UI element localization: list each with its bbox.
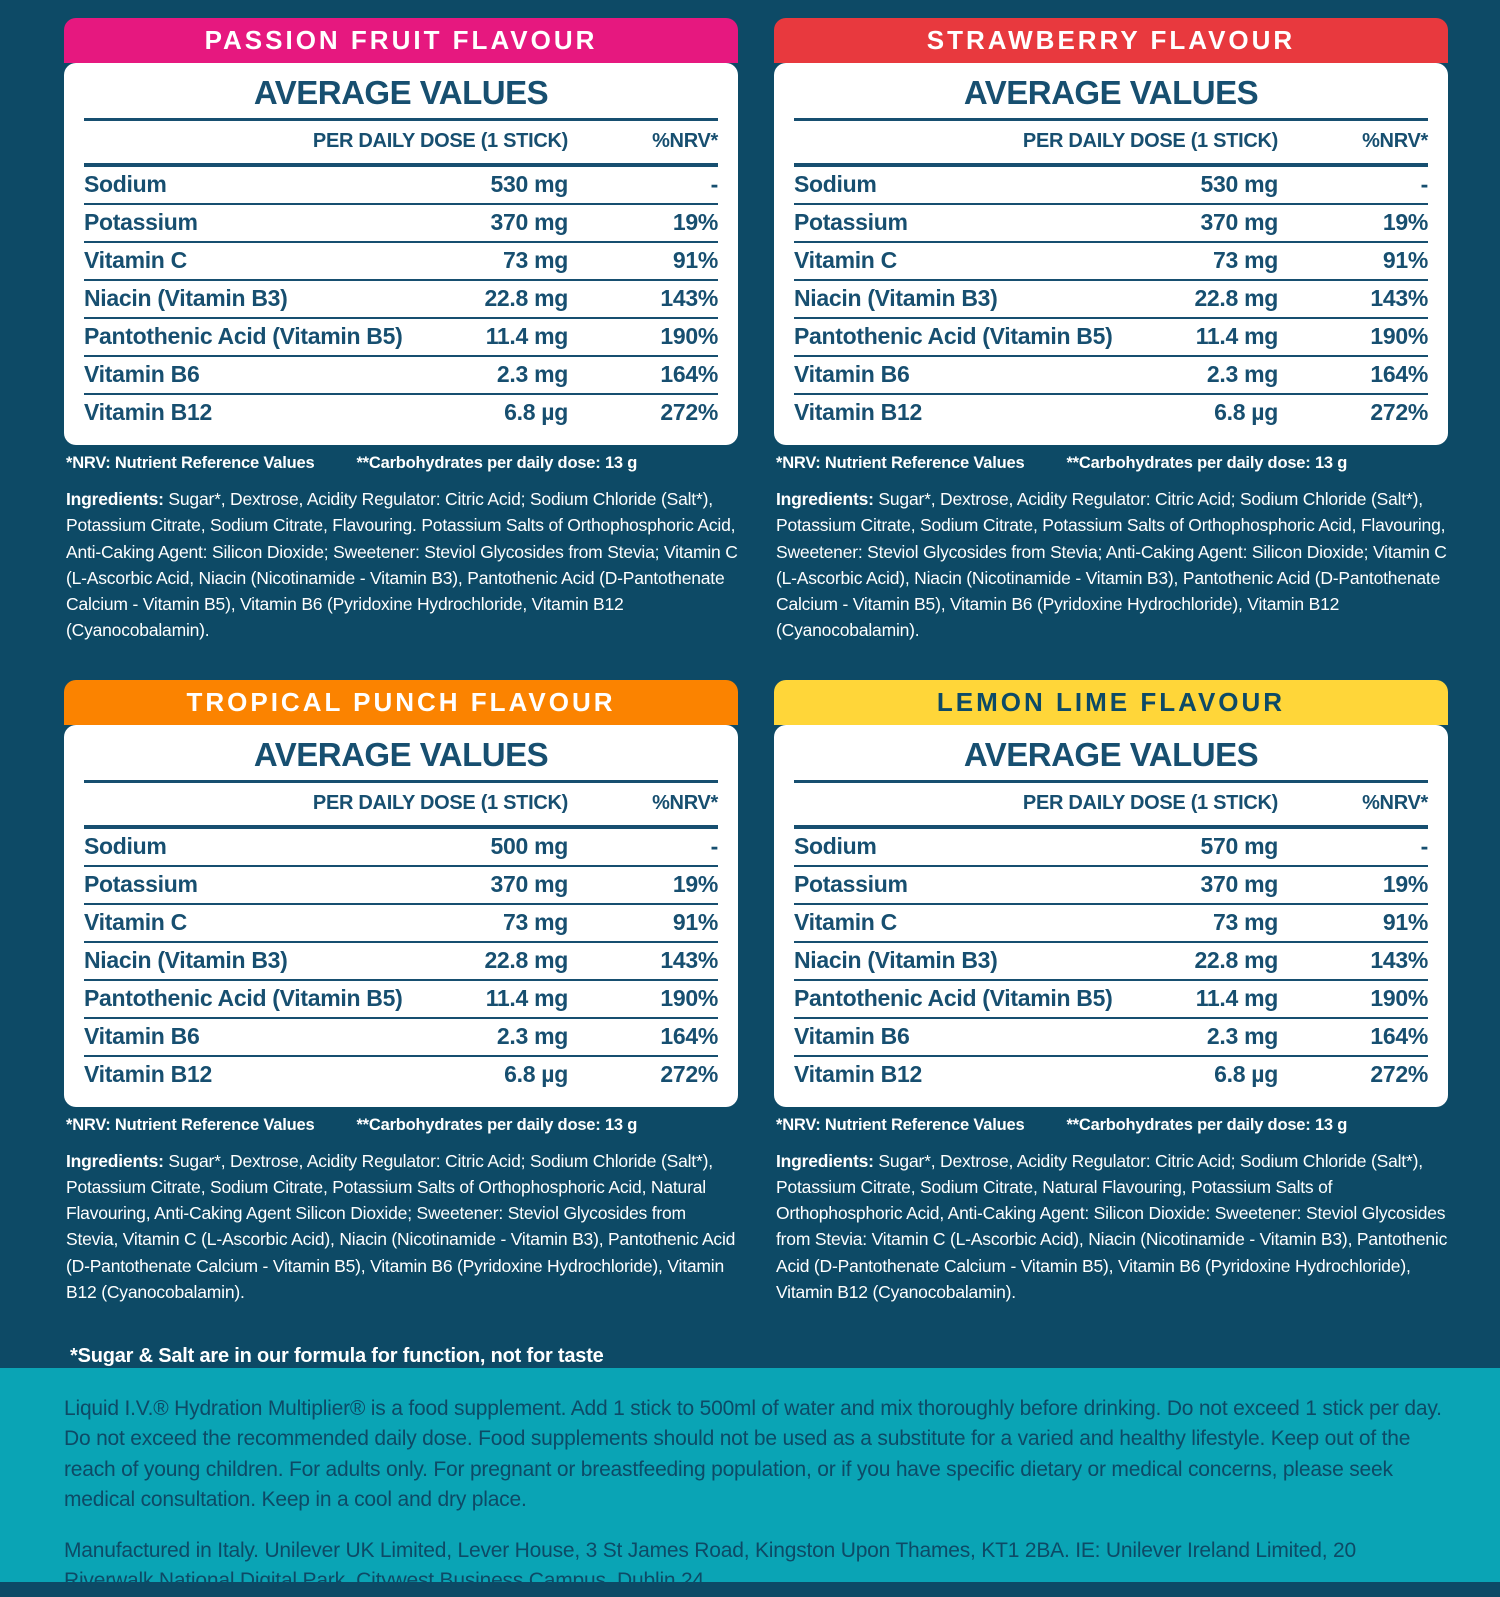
nutrient-label: Sodium bbox=[84, 171, 167, 197]
nutrient-value: 6.8 µg bbox=[504, 1060, 568, 1087]
nutrient-row bbox=[84, 905, 718, 943]
nutrient-label: Niacin (Vitamin B3) bbox=[794, 946, 998, 973]
table-column-header bbox=[794, 783, 1428, 825]
nutrient-nrv: 164% bbox=[1370, 361, 1428, 387]
footer-manufacturer-text: Manufactured in Italy. Unilever UK Limited, Lever House, 3 St James Road, Kingston Upon Thames, KT1 2BA. IE: Unilever Ireland Limited, 20 Riverwalk National Digital Park, Citywest Business Campus, Dublin 24 bbox=[64, 1538, 1356, 1593]
nutrient-row bbox=[84, 1057, 718, 1093]
nutrient-value: 11.4 mg bbox=[485, 323, 568, 349]
nutrient-row bbox=[84, 243, 718, 281]
nutrient-nrv: 164% bbox=[660, 1022, 718, 1049]
nutrient-nrv: - bbox=[710, 171, 718, 197]
nutrient-value: 2.3 mg bbox=[1206, 361, 1278, 387]
nutrient-nrv: - bbox=[1420, 832, 1428, 859]
nutrient-value: 370 mg bbox=[1200, 209, 1278, 235]
nutrient-value: 11.4 mg bbox=[1195, 323, 1278, 349]
nutrient-label: Vitamin B12 bbox=[794, 1060, 922, 1087]
nutrient-label: Sodium bbox=[84, 832, 167, 859]
nutrient-label: Vitamin C bbox=[84, 247, 187, 273]
nutrient-row bbox=[794, 395, 1428, 431]
table-footnotes bbox=[64, 1116, 738, 1135]
footnote-nrv: *NRV: Nutrient Reference Values bbox=[66, 1115, 315, 1134]
nutrient-value: 370 mg bbox=[1200, 870, 1278, 897]
nutrient-label: Potassium bbox=[794, 209, 908, 235]
nutrient-label: Vitamin B12 bbox=[84, 1060, 212, 1087]
ingredients-label: Ingredients: bbox=[66, 489, 164, 509]
nutrient-row bbox=[84, 829, 718, 867]
flavor-header bbox=[774, 18, 1448, 63]
nutrient-value: 22.8 mg bbox=[1194, 285, 1278, 311]
nutrient-label: Vitamin B12 bbox=[794, 399, 922, 425]
panel-tropical-punch bbox=[64, 680, 738, 1306]
nutrient-label: Pantothenic Acid (Vitamin B5) bbox=[84, 984, 403, 1011]
nutrient-row bbox=[794, 829, 1428, 867]
col-header-nrv: %NRV* bbox=[1362, 791, 1428, 814]
ingredients-paragraph bbox=[64, 486, 738, 644]
nutrient-value: 370 mg bbox=[490, 209, 568, 235]
nutrient-value: 530 mg bbox=[490, 171, 568, 197]
values-card bbox=[774, 725, 1448, 1107]
nutrient-value: 2.3 mg bbox=[496, 361, 568, 387]
nutrient-value: 6.8 µg bbox=[1214, 1060, 1278, 1087]
nutrient-row bbox=[794, 1019, 1428, 1057]
table-column-header bbox=[84, 121, 718, 163]
nutrient-label: Niacin (Vitamin B3) bbox=[84, 285, 288, 311]
ingredients-label: Ingredients: bbox=[776, 1150, 874, 1171]
ingredients-paragraph bbox=[774, 1148, 1448, 1306]
nutrient-row bbox=[794, 905, 1428, 943]
flavor-title: TROPICAL PUNCH FLAVOUR bbox=[186, 686, 616, 717]
table-footnotes bbox=[64, 454, 738, 473]
nutrient-value: 22.8 mg bbox=[1194, 946, 1278, 973]
ingredients-text: Sugar*, Dextrose, Acidity Regulator: Citric Acid; Sodium Chloride (Salt*), Potassium Citrate, Sodium Citrate, Flavouring. Potassium Salts of Orthophosphoric Acid, Anti-Caking Agent: Silicon Dioxide; Sweetener: Steviol Glycosides from Stevia; Vitamin C (L-Ascorbic Acid, Niacin (Nicotinamide - Vitamin B3), Pantothenic Acid (D-Pantothenate Calcium - Vitamin B5), Vitamin B6 (Pyridoxine Hydrochloride, Vitamin B12 (Cyanocobalamin). bbox=[66, 489, 738, 641]
nutrient-nrv: 19% bbox=[1382, 870, 1428, 897]
nutrient-value: 73 mg bbox=[1213, 908, 1278, 935]
values-card bbox=[774, 63, 1448, 445]
nutrient-label: Potassium bbox=[794, 870, 908, 897]
col-header-nrv: %NRV* bbox=[652, 130, 718, 152]
sugar-salt-note: *Sugar & Salt are in our formula for function, not for taste bbox=[70, 1345, 604, 1367]
footnote-carbs: **Carbohydrates per daily dose: 13 g bbox=[1066, 454, 1348, 472]
nutrient-row bbox=[794, 867, 1428, 905]
nutrient-label: Vitamin B6 bbox=[84, 1022, 200, 1049]
nutrient-label: Pantothenic Acid (Vitamin B5) bbox=[794, 984, 1113, 1011]
nutrient-label: Niacin (Vitamin B3) bbox=[84, 946, 288, 973]
nutrient-label: Sodium bbox=[794, 171, 877, 197]
footer-band bbox=[0, 1368, 1500, 1593]
nutrient-row bbox=[794, 1057, 1428, 1093]
nutrient-row bbox=[84, 1019, 718, 1057]
nutrient-value: 530 mg bbox=[1200, 171, 1278, 197]
nutrient-row bbox=[84, 867, 718, 905]
panel-strawberry bbox=[774, 18, 1448, 644]
values-card bbox=[64, 725, 738, 1107]
footnote-carbs: **Carbohydrates per daily dose: 13 g bbox=[1066, 1115, 1348, 1134]
ingredients-label: Ingredients: bbox=[66, 1150, 164, 1171]
table-column-header bbox=[794, 121, 1428, 163]
avg-values-title: AVERAGE VALUES bbox=[963, 735, 1259, 773]
nutrient-rows bbox=[84, 829, 718, 1093]
nutrient-nrv: 190% bbox=[1370, 984, 1428, 1011]
flavor-title: PASSION FRUIT FLAVOUR bbox=[204, 25, 598, 55]
nutrient-rows bbox=[794, 167, 1428, 431]
nutrient-nrv: 190% bbox=[660, 323, 718, 349]
nutrient-nrv: 19% bbox=[1382, 209, 1428, 235]
nutrient-row bbox=[84, 205, 718, 243]
nutrient-nrv: 164% bbox=[1370, 1022, 1428, 1049]
nutrient-nrv: 143% bbox=[1370, 946, 1428, 973]
nutrient-nrv: 19% bbox=[672, 870, 718, 897]
nutrient-label: Vitamin B6 bbox=[84, 361, 200, 387]
table-footnotes bbox=[774, 454, 1448, 473]
nutrient-value: 6.8 µg bbox=[504, 399, 568, 425]
nutrient-value: 6.8 µg bbox=[1214, 399, 1278, 425]
footnote-carbs: **Carbohydrates per daily dose: 13 g bbox=[356, 454, 638, 472]
nutrient-value: 500 mg bbox=[490, 832, 568, 859]
nutrient-nrv: 143% bbox=[660, 946, 718, 973]
values-card bbox=[64, 63, 738, 445]
nutrient-row bbox=[794, 943, 1428, 981]
nutrient-nrv: - bbox=[1420, 171, 1428, 197]
nutrient-label: Potassium bbox=[84, 209, 198, 235]
nutrient-nrv: 190% bbox=[1370, 323, 1428, 349]
nutrient-value: 11.4 mg bbox=[485, 984, 568, 1011]
flavor-header bbox=[64, 680, 738, 725]
nutrient-value: 73 mg bbox=[503, 908, 568, 935]
table-column-header bbox=[84, 783, 718, 825]
col-header-nrv: %NRV* bbox=[652, 791, 718, 814]
nutrient-label: Pantothenic Acid (Vitamin B5) bbox=[84, 323, 403, 349]
footer-supplement-text: Liquid I.V.® Hydration Multiplier® is a food supplement. Add 1 stick to 500ml of water and mix thoroughly before drinking. Do not exceed 1 stick per day. Do not exceed the recommended daily dose. Food supplements should not be used as a substitute for a varied and healthy lifestyle. Keep out of the reach of young children. For adults only. For pregnant or breastfeeding population, or if you have specific dietary or medical concerns, please seek medical consultation. Keep in a cool and dry place. bbox=[64, 1397, 1442, 1512]
nutrient-label: Vitamin C bbox=[794, 908, 897, 935]
ingredients-text: Sugar*, Dextrose, Acidity Regulator: Citric Acid; Sodium Chloride (Salt*), Potassium Citrate, Sodium Citrate, Potassium Salts of Orthophosphoric Acid, Flavouring, Sweetener: Steviol Glycosides from Stevia; Anti-Caking Agent: Silicon Dioxide; Vitamin C (L-Ascorbic Acid), Niacin (Nicotinamide - Vitamin B3), Pantothenic Acid (D-Pantothenate Calcium - Vitamin B5), Vitamin B6 (Pyridoxine Hydrochloride), Vitamin B12 (Cyanocobalamin). bbox=[776, 489, 1447, 641]
ingredients-paragraph bbox=[64, 1148, 738, 1306]
nutrient-label: Sodium bbox=[794, 832, 877, 859]
nutrient-row bbox=[84, 395, 718, 431]
nutrient-row bbox=[84, 943, 718, 981]
col-header-nrv: %NRV* bbox=[1362, 130, 1428, 152]
footnote-nrv: *NRV: Nutrient Reference Values bbox=[776, 1115, 1025, 1134]
nutrient-nrv: - bbox=[710, 832, 718, 859]
nutrient-nrv: 272% bbox=[1370, 399, 1428, 425]
nutrient-row bbox=[794, 281, 1428, 319]
avg-values-title: AVERAGE VALUES bbox=[253, 735, 549, 773]
nutrient-nrv: 272% bbox=[660, 1060, 718, 1087]
nutrient-label: Vitamin C bbox=[794, 247, 897, 273]
table-footnotes bbox=[774, 1116, 1448, 1135]
nutrient-row bbox=[794, 319, 1428, 357]
nutrient-nrv: 91% bbox=[1382, 247, 1428, 273]
nutrient-nrv: 143% bbox=[1370, 285, 1428, 311]
col-header-dose: PER DAILY DOSE (1 STICK) bbox=[1022, 791, 1278, 814]
nutrient-value: 22.8 mg bbox=[484, 285, 568, 311]
nutrient-row bbox=[794, 167, 1428, 205]
avg-values-title: AVERAGE VALUES bbox=[253, 74, 549, 111]
nutrient-label: Pantothenic Acid (Vitamin B5) bbox=[794, 323, 1113, 349]
nutrient-value: 22.8 mg bbox=[484, 946, 568, 973]
avg-values-title: AVERAGE VALUES bbox=[963, 74, 1259, 111]
col-header-dose: PER DAILY DOSE (1 STICK) bbox=[312, 791, 568, 814]
nutrient-value: 2.3 mg bbox=[496, 1022, 568, 1049]
flavor-title: STRAWBERRY FLAVOUR bbox=[926, 25, 1296, 55]
nutrient-row bbox=[84, 981, 718, 1019]
nutrient-label: Potassium bbox=[84, 870, 198, 897]
flavor-header bbox=[774, 680, 1448, 725]
footnote-nrv: *NRV: Nutrient Reference Values bbox=[776, 454, 1025, 472]
col-header-dose: PER DAILY DOSE (1 STICK) bbox=[312, 130, 568, 152]
ingredients-label: Ingredients: bbox=[776, 489, 874, 509]
nutrient-nrv: 272% bbox=[1370, 1060, 1428, 1087]
nutrient-rows bbox=[84, 167, 718, 431]
ingredients-text: Sugar*, Dextrose, Acidity Regulator: Citric Acid; Sodium Chloride (Salt*), Potassium Citrate, Sodium Citrate, Natural Flavouring, Potassium Salts of Orthophosphoric Acid, Anti-Caking Agent: Silicon Dioxide: Sweetener: Steviol Glycosides from Stevia: Vitamin C (L-Ascorbic Acid), Niacin (Nicotinamide - Vitamin B3), Pantothenic Acid (D-Pantothenate Calcium - Vitamin B5), Vitamin B6 (Pyridoxine Hydrochloride), Vitamin B12 (Cyanocobalamin). bbox=[776, 1150, 1448, 1302]
nutrient-label: Vitamin C bbox=[84, 908, 187, 935]
nutrient-nrv: 143% bbox=[660, 285, 718, 311]
nutrient-label: Vitamin B6 bbox=[794, 1022, 910, 1049]
nutrient-row bbox=[794, 981, 1428, 1019]
nutrient-value: 73 mg bbox=[503, 247, 568, 273]
nutrient-label: Niacin (Vitamin B3) bbox=[794, 285, 998, 311]
col-header-dose: PER DAILY DOSE (1 STICK) bbox=[1022, 130, 1278, 152]
nutrient-rows bbox=[794, 829, 1428, 1093]
nutrient-row bbox=[84, 167, 718, 205]
nutrient-nrv: 91% bbox=[1382, 908, 1428, 935]
nutrient-value: 570 mg bbox=[1200, 832, 1278, 859]
nutrient-row bbox=[794, 205, 1428, 243]
nutrient-value: 11.4 mg bbox=[1195, 984, 1278, 1011]
nutrient-value: 2.3 mg bbox=[1206, 1022, 1278, 1049]
nutrient-label: Vitamin B12 bbox=[84, 399, 212, 425]
nutrient-row bbox=[794, 243, 1428, 281]
nutrient-nrv: 190% bbox=[660, 984, 718, 1011]
nutrient-row bbox=[794, 357, 1428, 395]
nutrient-row bbox=[84, 357, 718, 395]
nutrient-value: 370 mg bbox=[490, 870, 568, 897]
footnote-carbs: **Carbohydrates per daily dose: 13 g bbox=[356, 1115, 638, 1134]
nutrient-nrv: 19% bbox=[672, 209, 718, 235]
nutrient-nrv: 91% bbox=[672, 247, 718, 273]
nutrient-value: 73 mg bbox=[1213, 247, 1278, 273]
panel-passion-fruit bbox=[64, 18, 738, 644]
nutrient-label: Vitamin B6 bbox=[794, 361, 910, 387]
flavor-header bbox=[64, 18, 738, 63]
ingredients-text: Sugar*, Dextrose, Acidity Regulator: Citric Acid; Sodium Chloride (Salt*), Potassium Citrate, Sodium Citrate, Potassium Salts of Orthophosphoric Acid, Natural Flavouring, Anti-Caking Agent Silicon Dioxide; Sweetener: Steviol Glycosides from Stevia, Vitamin C (L-Ascorbic Acid), Niacin (Nicotinamide - Vitamin B3), Pantothenic Acid (D-Pantothenate Calcium - Vitamin B5), Vitamin B6 (Pyridoxine Hydrochloride), Vitamin B12 (Cyanocobalamin). bbox=[66, 1150, 736, 1302]
nutrient-nrv: 164% bbox=[660, 361, 718, 387]
nutrient-nrv: 272% bbox=[660, 399, 718, 425]
nutrient-row bbox=[84, 281, 718, 319]
nutrient-row bbox=[84, 319, 718, 357]
panel-lemon-lime bbox=[774, 680, 1448, 1306]
footnote-nrv: *NRV: Nutrient Reference Values bbox=[66, 454, 315, 472]
ingredients-paragraph bbox=[774, 486, 1448, 644]
flavor-title: LEMON LIME FLAVOUR bbox=[936, 686, 1286, 717]
nutrient-nrv: 91% bbox=[672, 908, 718, 935]
